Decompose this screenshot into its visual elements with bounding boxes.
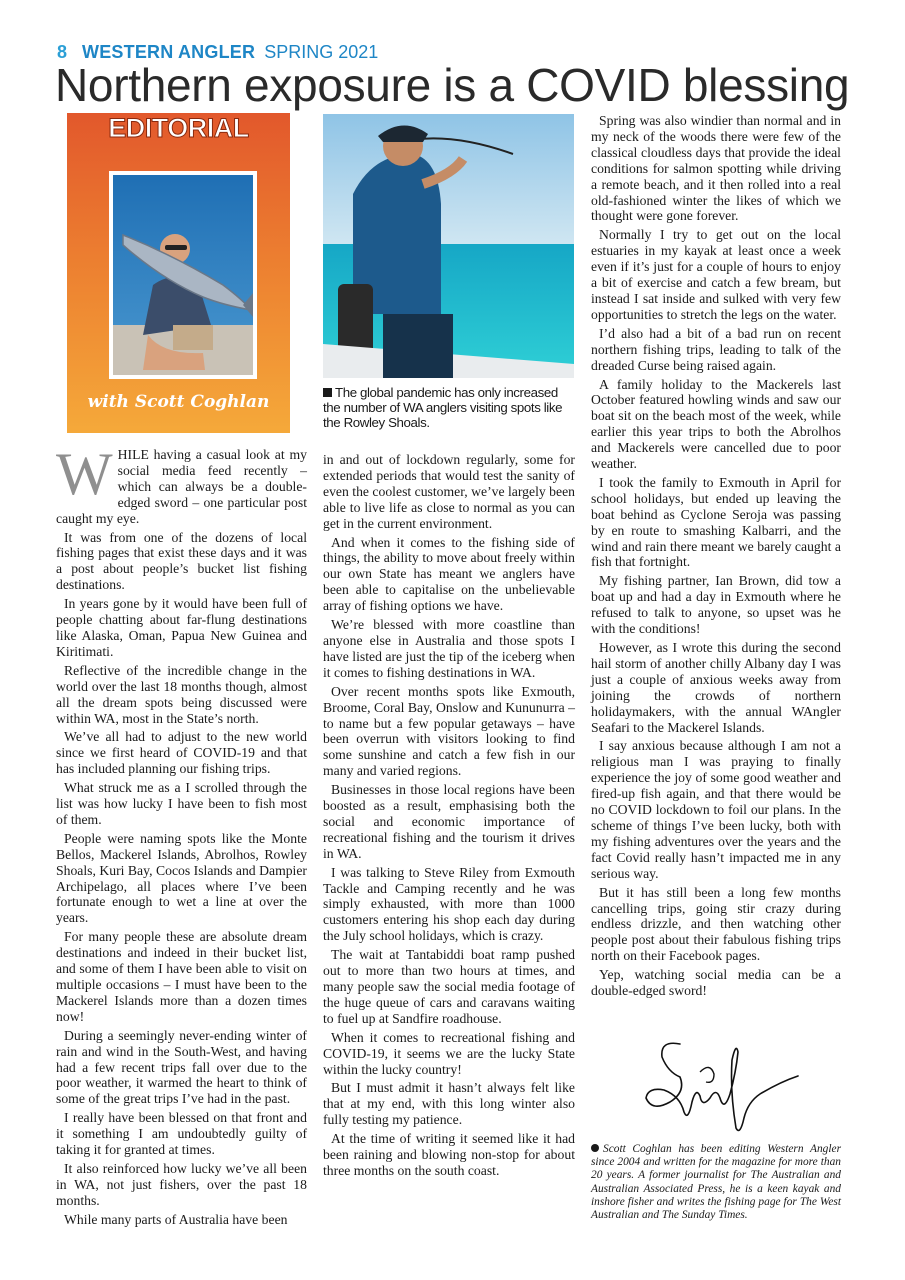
paragraph <box>56 441 307 527</box>
bio-text: Scott Coghlan has been editing Western Angler since 2004 and written for the magazine for more than 20 years. A former journalist for The Australian and Australian Associated Press, he is a keen kayak and inshore fisher and writes the fishing page for The West Australian and The Sunday Times. <box>591 1143 841 1222</box>
paragraph: However, as I wrote this during the second hail storm of another chilly Albany day I was just a couple of anxious weeks away from joining the crowds of northern holidaymakers, with the annual WAngler Seafari to the Mackerel Islands. <box>591 640 841 735</box>
paragraph: While many parts of Australia have been <box>64 1211 288 1227</box>
article-column-3 <box>591 113 841 1002</box>
photo-caption <box>323 385 575 430</box>
paragraph: At the time of writing it seemed like it had been raining and blowing non-stop for about three months on the south coast. <box>323 1131 575 1178</box>
magazine-name: WESTERN ANGLER <box>82 42 256 62</box>
byline: with Scott Coghlan <box>87 392 270 412</box>
paragraph: Over recent months spots like Exmouth, Broome, Coral Bay, Onslow and Kununurra – to name but a few popular getaways – have been overrun with visitors looking to find some sunshine and catch a few fish in our many and varied regions. <box>323 683 575 779</box>
headline: Northern exposure is a COVID blessing <box>55 59 850 111</box>
paragraph: But it has still been a long few months cancelling trips, going stir crazy during endless drizzle, and then watching other people post about their fabulous fishing trips north on their Facebook pages. <box>591 884 841 964</box>
author-bio <box>591 1143 841 1222</box>
paragraph: In years gone by it would have been full of people chatting about far-flung destinations like Alaska, Oman, Papua New Guinea and Kiritimati. <box>56 596 307 659</box>
paragraph: A family holiday to the Mackerels last October featured howling winds and saw our boat sit on the beach most of the week, while earlier this year trips to both the Abrolhos and Mackerels were cancelled due to poor weather. <box>591 376 841 472</box>
paragraph: But I must admit it hasn’t always felt like that at my end, with this long winter also fully testing my patience. <box>323 1080 575 1128</box>
paragraph: People were naming spots like the Monte Bellos, Mackerel Islands, Abrolhos, Rowley Shoals, Kuri Bay, Cocos Islands and Dampier Archipelago, all places where I’ve been fortunate enough to wet a line at over the years. <box>56 830 307 926</box>
fishing-photo-image <box>323 114 574 378</box>
editorial-box <box>67 113 290 433</box>
author-photo-image <box>113 175 253 375</box>
editorial-title: EDITORIAL <box>108 113 249 143</box>
paragraph: I’d also had a bit of a bad run on recent northern fishing trips, leading to talk of the dreaded Curse being raised again. <box>591 325 841 373</box>
paragraph: I say anxious because although I am not a religious man I was praying to finally experience the joy of some good weather and fired-up fish again, and that there would be no COVID lockdown to foil our plans. In the scheme of things I’ve been lucky, both with my fishing adventures over the years and the fact Covid really hasn’t impacted me in any serious way. <box>591 738 841 881</box>
paragraph: For many people these are absolute dream destinations and indeed in their bucket list, and some of them I have been able to visit on multiple occasions – I must have been to the Mackerel Islands more than a dozen times now! <box>56 929 307 1024</box>
paragraph: We’re blessed with more coastline than anyone else in Australia and those spots I have listed are just the tip of the iceberg when it comes to fishing destinations in WA. <box>323 617 575 680</box>
paragraph: And when it comes to the fishing side of things, the ability to move about freely within our own State has meant we anglers have been able to capitalise on the unbelievable array of fishing options we have. <box>323 534 575 614</box>
page-number: 8 <box>57 42 68 62</box>
caption-square-bullet-icon <box>323 388 332 397</box>
paragraph: Normally I try to get out on the local estuaries in my kayak at least once a week even if it’s just for a couple of hours to enjoy a bit of exercise and catch a few bream, but instead I sat inside and sulked with very few opportunities to stretch the legs on the water. <box>591 227 841 322</box>
issue-label: SPRING 2021 <box>264 42 379 62</box>
paragraph-text: HILE having a casual look at my social media feed recently – which can always be a double-edged sword – one particular post caught my eye. <box>56 447 307 526</box>
drop-cap: W <box>56 441 113 507</box>
author-photo <box>109 171 257 379</box>
paragraph: Yep, watching social media can be a double-edged sword! <box>591 967 841 999</box>
signature-image <box>640 1032 800 1140</box>
paragraph: What struck me as a I scrolled through the list was how lucky I have been to fish most of them. <box>56 780 307 827</box>
paragraph: During a seemingly never-ending winter of rain and wind in the South-West, and having had a few recent trips fall over due to the poor weather, it warmed the heart to think of some of the great trips I’ve had in the past. <box>56 1027 307 1107</box>
paragraph: I really have been blessed on that front and it something I am undoubtedly guilty of taking it for granted at times. <box>56 1110 307 1158</box>
article-column-2 <box>323 452 575 1182</box>
fishing-photo <box>323 114 574 378</box>
paragraph: Spring was also windier than normal and in my neck of the woods there were few of the classical cloudless days that provide the ideal conditions for salmon spotting while driving a remote beach, and it then rolled into a real old-fashioned winter the likes of which we thought were gone forever. <box>591 113 841 224</box>
author-signature <box>640 1032 800 1140</box>
paragraph: in and out of lockdown regularly, some for extended periods that would test the sanity of even the coolest customer, we’ve largely been able to live life as close to normal as you can get in the current environment. <box>323 452 575 531</box>
paragraph: We’ve all had to adjust to the new world since we first heard of COVID-19 and that has included planning our fishing trips. <box>56 729 307 777</box>
paragraph: Businesses in those local regions have been boosted as a result, emphasising both the social and economic importance of recreational fishing and the tourism it drives in WA. <box>323 782 575 861</box>
paragraph: When it comes to recreational fishing and COVID-19, it seems we are the lucky State within the lucky country! <box>323 1029 575 1077</box>
paragraph: The wait at Tantabiddi boat ramp pushed out to more than two hours at times, and many people saw the social media footage of the huge queue of cars and caravans waiting to fuel up at Sandfire roadhouse. <box>323 947 575 1026</box>
paragraph: My fishing partner, Ian Brown, did tow a boat up and had a day in Exmouth where he refused to talk to anyone, so upset was he with the conditions! <box>591 573 841 637</box>
paragraph: It also reinforced how lucky we’ve all been in WA, not just fishers, over the past 18 months. <box>56 1160 307 1208</box>
article-column-1 <box>56 441 307 1231</box>
paragraph: It was from one of the dozens of local fishing pages that exist these days and it was a post about people’s bucket list fishing destinations. <box>56 529 307 593</box>
paragraph: I took the family to Exmouth in April for school holidays, but ended up leaving the boat behind as Cyclone Seroja was passing by en route to smashing Kalbarri, and the wind and rain there meant we barely caught a fish that fortnight. <box>591 474 841 570</box>
caption-text: The global pandemic has only increased the number of WA anglers visiting spots like the Rowley Shoals. <box>323 385 563 430</box>
bio-circle-bullet-icon <box>591 1144 599 1152</box>
paragraph: I was talking to Steve Riley from Exmouth Tackle and Camping recently and he was simply exhausted, with more than 1000 customers entering his shop each day during the July school holidays, which is crazy. <box>323 864 575 944</box>
paragraph: Reflective of the incredible change in the world over the last 18 months though, almost all the dream spots being discussed were within WA, most in the State’s north. <box>56 662 307 726</box>
